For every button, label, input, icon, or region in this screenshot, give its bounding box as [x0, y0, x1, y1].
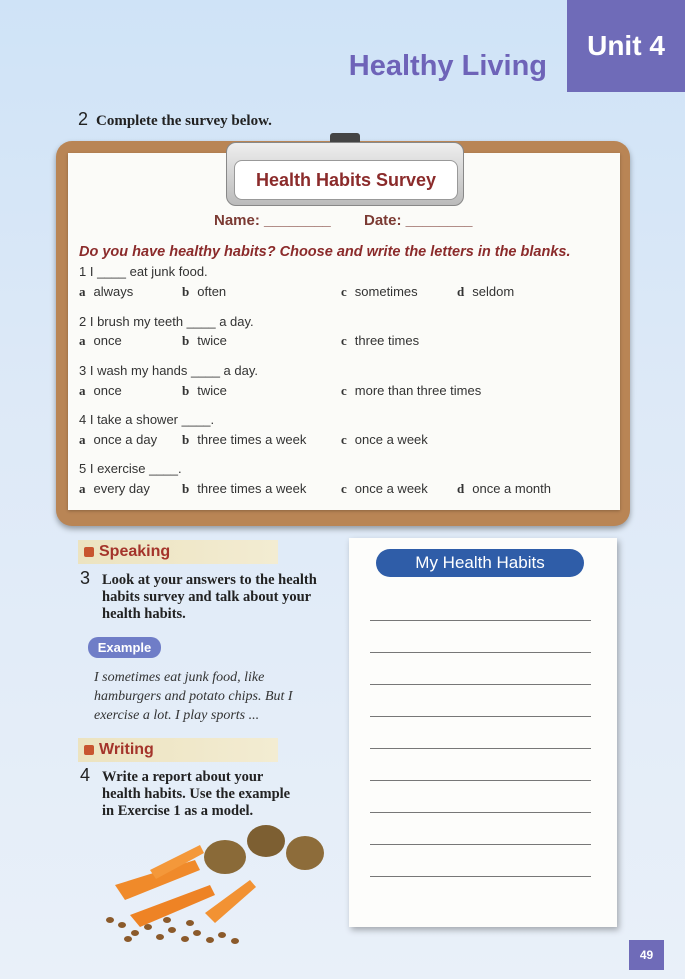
survey-title: Health Habits Survey: [234, 160, 458, 200]
options-1: [79, 284, 599, 302]
option[interactable]: b twice: [182, 333, 227, 348]
option[interactable]: b three times a week: [182, 432, 307, 447]
page-number: 49: [629, 940, 664, 970]
exercise-3: [80, 568, 330, 627]
option[interactable]: c three times: [341, 333, 420, 348]
option[interactable]: c more than three times: [341, 383, 482, 398]
option[interactable]: d seldom: [457, 284, 515, 299]
options-4: [79, 432, 599, 450]
writing-line[interactable]: [370, 844, 591, 845]
writing-label: Writing: [99, 741, 154, 758]
option[interactable]: c sometimes: [341, 284, 418, 299]
page-title: Healthy Living: [348, 50, 547, 82]
speaking-header: [78, 540, 278, 564]
exercise-text: Look at your answers to the health habits survey and talk about your health habits.: [102, 572, 317, 622]
healthy-food-image: [100, 815, 340, 950]
option[interactable]: a once: [79, 383, 122, 398]
bullet-icon: [84, 745, 94, 755]
exercise-number: 2: [78, 109, 89, 129]
example-text: I sometimes eat junk food, like hamburgers and potato chips. But I exercise a lot. I play sports ...: [94, 670, 293, 723]
exercise-number: 4: [80, 765, 91, 785]
option[interactable]: b three times a week: [182, 481, 307, 496]
unit-tab: Unit 4: [567, 0, 685, 92]
survey-question: Do you have healthy habits? Choose and write the letters in the blanks.: [79, 244, 571, 260]
option[interactable]: a once: [79, 333, 122, 348]
writing-line[interactable]: [370, 652, 591, 653]
options-5: [79, 481, 599, 499]
writing-line[interactable]: [370, 716, 591, 717]
survey-item-4: 4 I take a shower ____.: [79, 412, 215, 427]
options-2: [79, 333, 599, 351]
option[interactable]: b often: [182, 284, 227, 299]
note-title: My Health Habits: [376, 549, 584, 577]
option[interactable]: a every day: [79, 481, 150, 496]
option[interactable]: b twice: [182, 383, 227, 398]
kiwi-icon: [204, 825, 324, 874]
option[interactable]: c once a week: [341, 481, 428, 496]
writing-line[interactable]: [370, 780, 591, 781]
option[interactable]: a once a day: [79, 432, 158, 447]
date-field[interactable]: Date: ________: [364, 212, 473, 229]
writing-paper: [349, 538, 617, 927]
survey-item-3: 3 I wash my hands ____ a day.: [79, 363, 258, 378]
bullet-icon: [84, 547, 94, 557]
writing-header: [78, 738, 278, 762]
writing-line[interactable]: [370, 748, 591, 749]
writing-line[interactable]: [370, 876, 591, 877]
survey-item-5: 5 I exercise ____.: [79, 461, 182, 476]
exercise-text: Write a report about your health habits. Use the example in Exercise 1 as a model.: [102, 769, 291, 819]
nuts-icon: [106, 917, 239, 944]
survey-paper: [68, 153, 620, 510]
option[interactable]: a always: [79, 284, 134, 299]
writing-line[interactable]: [370, 684, 591, 685]
speaking-label: Speaking: [99, 543, 171, 560]
example-badge: Example: [88, 637, 161, 658]
option[interactable]: c once a week: [341, 432, 428, 447]
option[interactable]: d once a month: [457, 481, 552, 496]
name-field[interactable]: Name: ________: [214, 212, 331, 229]
writing-line[interactable]: [370, 620, 591, 621]
exercise-2-instruction: [78, 109, 272, 130]
writing-line[interactable]: [370, 812, 591, 813]
survey-item-2: 2 I brush my teeth ____ a day.: [79, 314, 254, 329]
options-3: [79, 383, 599, 401]
survey-item-1: 1 I ____ eat junk food.: [79, 264, 208, 279]
exercise-number: 3: [80, 568, 91, 588]
exercise-text: Complete the survey below.: [96, 113, 272, 129]
